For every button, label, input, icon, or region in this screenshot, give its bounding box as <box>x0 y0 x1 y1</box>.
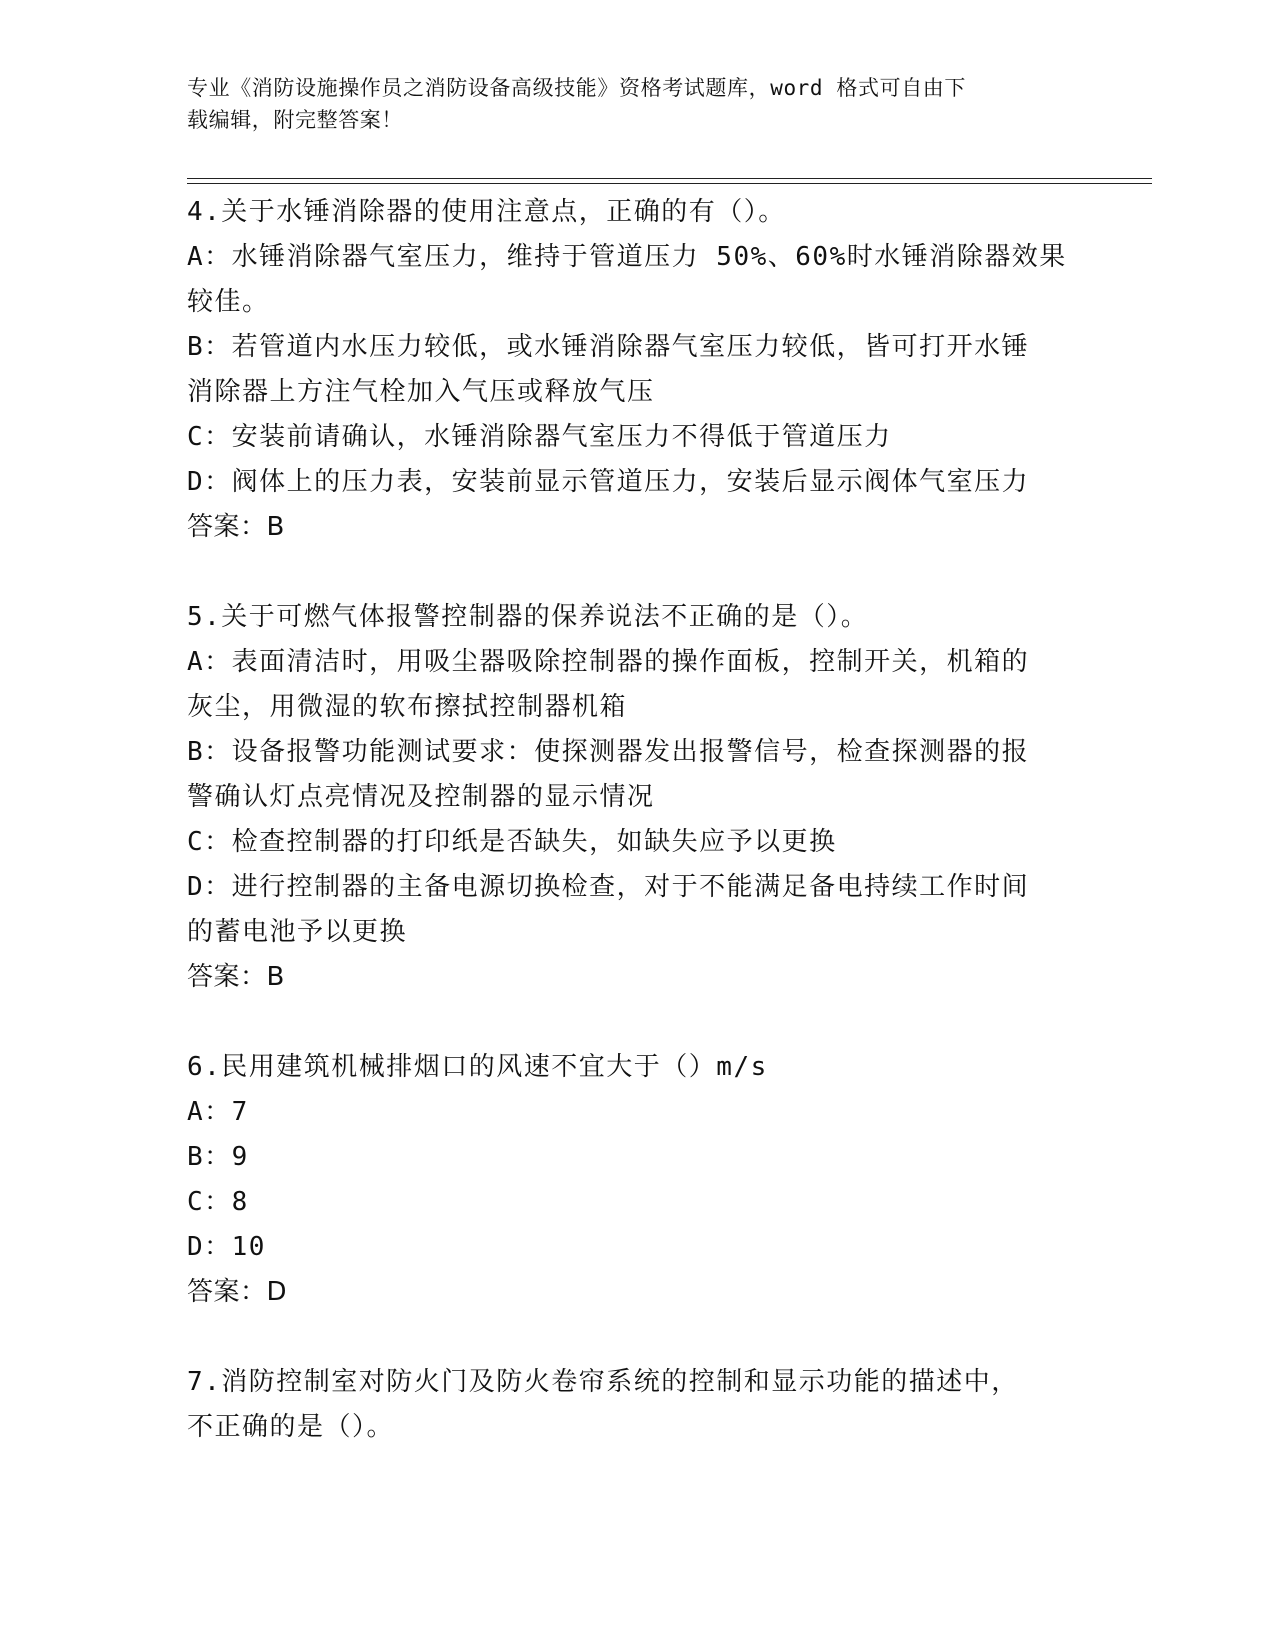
option-c: C：8 <box>187 1187 249 1217</box>
question-7 <box>187 1360 1097 1450</box>
question-stem: 6.民用建筑机械排烟口的风速不宜大于（）m/s <box>187 1052 768 1082</box>
option-d-continued: 的蓄电池予以更换 <box>187 917 408 947</box>
option-d: D：10 <box>187 1232 266 1262</box>
option-a: A：水锤消除器气室压力，维持于管道压力 50%、60%时水锤消除器效果 <box>187 242 1067 272</box>
header-divider <box>187 178 1152 179</box>
question-list <box>187 190 1097 1450</box>
option-a-continued: 灰尘，用微湿的软布擦拭控制器机箱 <box>187 692 628 722</box>
question-stem-continued: 不正确的是（）。 <box>187 1412 395 1442</box>
question-stem: 7.消防控制室对防火门及防火卷帘系统的控制和显示功能的描述中， <box>187 1367 1019 1397</box>
option-b: B：若管道内水压力较低，或水锤消除器气室压力较低，皆可打开水锤 <box>187 332 1030 362</box>
option-a: A：表面清洁时，用吸尘器吸除控制器的操作面板，控制开关，机箱的 <box>187 647 1030 677</box>
header-line: 专业《消防设施操作员之消防设备高级技能》资格考试题库，word 格式可自由下 <box>187 76 967 100</box>
option-c: C：检查控制器的打印纸是否缺失，如缺失应予以更换 <box>187 827 837 857</box>
answer-label: 答案：D <box>187 1277 288 1307</box>
option-b-continued: 警确认灯点亮情况及控制器的显示情况 <box>187 782 655 812</box>
option-b: B：9 <box>187 1142 249 1172</box>
option-a: A：7 <box>187 1097 249 1127</box>
option-b-continued: 消除器上方注气栓加入气压或释放气压 <box>187 377 655 407</box>
question-stem: 5.关于可燃气体报警控制器的保养说法不正确的是（）。 <box>187 602 869 632</box>
option-d: D：阀体上的压力表，安装前显示管道压力，安装后显示阀体气室压力 <box>187 467 1030 497</box>
option-d: D：进行控制器的主备电源切换检查，对于不能满足备电持续工作时间 <box>187 872 1030 902</box>
option-a-continued: 较佳。 <box>187 287 270 317</box>
question-4 <box>187 190 1097 550</box>
question-6 <box>187 1045 1097 1315</box>
header-divider <box>187 183 1152 184</box>
document-header <box>187 72 1087 136</box>
option-c: C：安装前请确认，水锤消除器气室压力不得低于管道压力 <box>187 422 892 452</box>
answer-label: 答案：B <box>187 512 285 542</box>
option-b: B：设备报警功能测试要求：使探测器发出报警信号，检查探测器的报 <box>187 737 1030 767</box>
question-stem: 4.关于水锤消除器的使用注意点，正确的有（）。 <box>187 197 786 227</box>
question-5 <box>187 595 1097 1000</box>
header-line: 载编辑，附完整答案！ <box>187 108 403 132</box>
answer-label: 答案：B <box>187 962 285 992</box>
